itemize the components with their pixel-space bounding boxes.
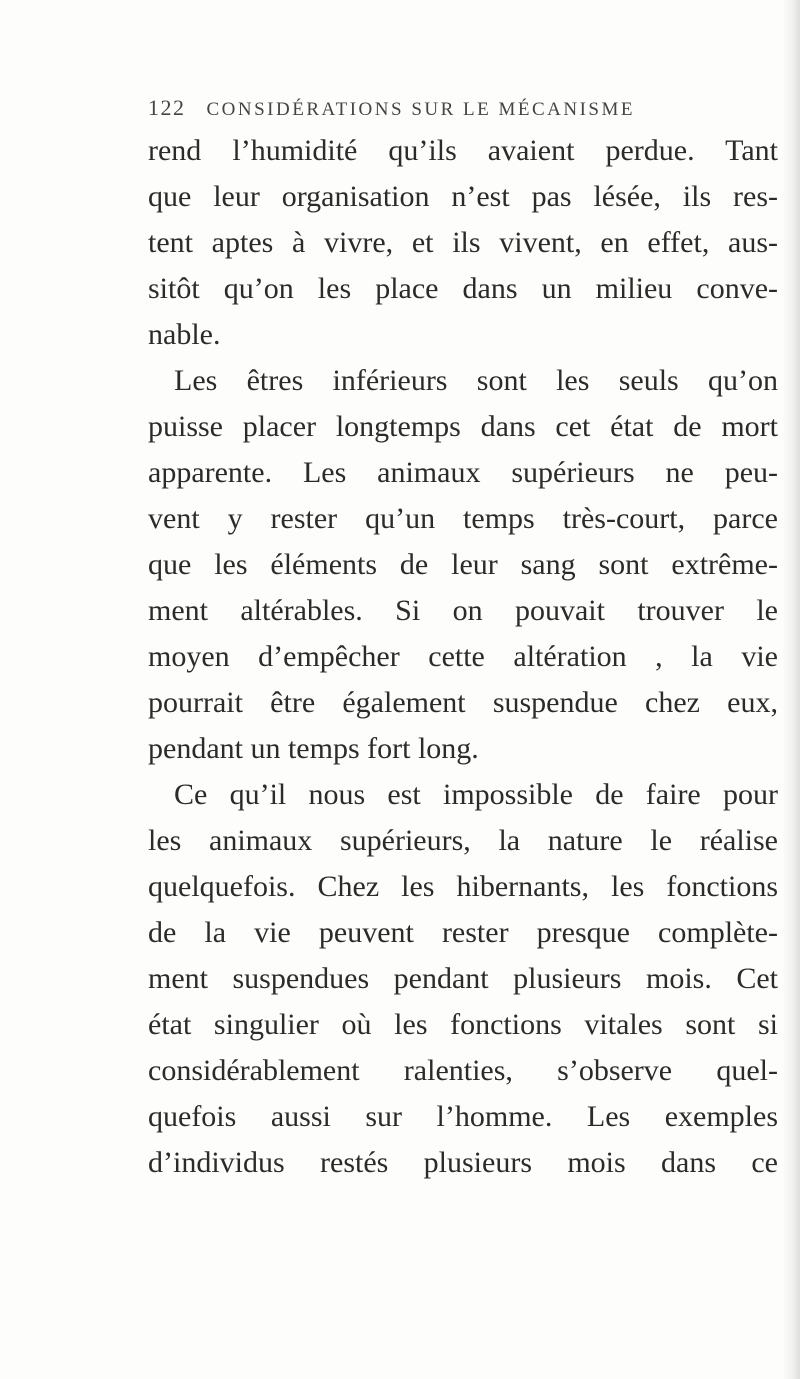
text-line: Les êtres inférieurs sont les seuls qu’on xyxy=(174,364,778,397)
text-line: sitôt qu’on les place dans un milieu conve- xyxy=(148,272,778,305)
text-line: rend l’humidité qu’ils avaient perdue. Tant xyxy=(148,134,778,167)
page-edge-shadow xyxy=(782,0,800,1379)
page-number: 122 xyxy=(148,95,186,120)
text-line: quelquefois. Chez les hibernants, les fonctions xyxy=(148,870,778,903)
text-line: que les éléments de leur sang sont extrême- xyxy=(148,548,778,581)
text-line: apparente. Les animaux supérieurs ne peu- xyxy=(148,456,778,489)
text-line: nable. xyxy=(148,318,221,351)
text-line: pourrait être également suspendue chez eux, xyxy=(148,686,778,719)
text-line: les animaux supérieurs, la nature le réalise xyxy=(148,824,778,857)
text-line: considérablement ralenties, s’observe quel- xyxy=(148,1054,778,1087)
body-text xyxy=(148,128,778,1186)
running-head: CONSIDÉRATIONS SUR LE MÉCANISME xyxy=(206,99,635,120)
text-line: tent aptes à vivre, et ils vivent, en effet, aus- xyxy=(148,226,778,259)
text-line: vent y rester qu’un temps très-court, parce xyxy=(148,502,778,535)
text-line: puisse placer longtemps dans cet état de mort xyxy=(148,410,778,443)
text-line: d’individus restés plusieurs mois dans ce xyxy=(148,1146,778,1179)
text-line: moyen d’empêcher cette altération , la vie xyxy=(148,640,778,673)
text-line: quefois aussi sur l’homme. Les exemples xyxy=(148,1100,778,1133)
text-line: ment suspendues pendant plusieurs mois. Cet xyxy=(148,962,778,995)
text-line: état singulier où les fonctions vitales sont si xyxy=(148,1008,778,1041)
text-line: pendant un temps fort long. xyxy=(148,732,479,765)
text-line: Ce qu’il nous est impossible de faire pour xyxy=(174,778,778,811)
text-line: que leur organisation n’est pas lésée, ils res- xyxy=(148,180,778,213)
text-line: de la vie peuvent rester presque complète- xyxy=(148,916,778,949)
text-line: ment altérables. Si on pouvait trouver le xyxy=(148,594,778,627)
page-header xyxy=(148,95,778,125)
